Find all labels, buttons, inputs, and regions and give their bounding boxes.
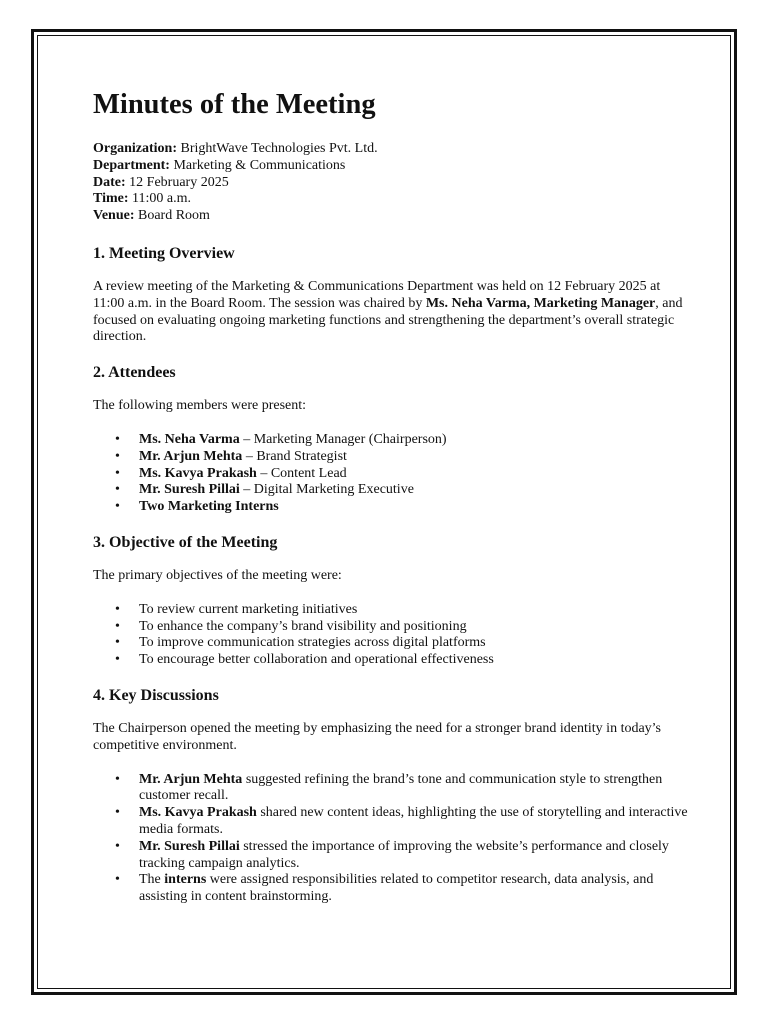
venue-line (93, 208, 688, 225)
attendee-name: Mr. Suresh Pillai (139, 482, 240, 498)
organization-line (93, 141, 688, 158)
overview-chair: Ms. Neha Varma, Marketing Manager (425, 295, 656, 311)
list-item (139, 466, 688, 483)
discussions-list (93, 772, 688, 906)
list-item: • To review current marketing initiatives (139, 602, 688, 619)
list-item (139, 499, 688, 516)
overview-heading: 1. Meeting Overview (93, 244, 235, 262)
discussion-text: shared new content ideas, highlighting the use of storytelling and interactive media formats. (139, 805, 688, 837)
attendee-role: – Brand Strategist (242, 448, 347, 464)
attendee-name: Ms. Neha Varma (139, 431, 240, 447)
attendee-name: Two Marketing Interns (139, 499, 279, 515)
discussion-speaker: interns (164, 872, 207, 888)
discussion-text: suggested refining the brand’s tone and communication style to strengthen customer recall. (139, 771, 663, 804)
meeting-meta (93, 141, 688, 225)
list-item (139, 432, 688, 449)
attendees-heading: 2. Attendees (93, 364, 176, 382)
list-item: • To enhance the company’s brand visibility and positioning (139, 619, 688, 636)
venue-label: Venue: (93, 208, 135, 224)
objective-section (93, 533, 688, 669)
date-label: Date: (93, 174, 126, 190)
objective-intro: The primary objectives of the meeting were: (93, 567, 342, 583)
discussions-intro: The Chairperson opened the meeting by emphasizing the need for a stronger brand identity in today’s competitive environment. (93, 720, 662, 753)
discussions-heading: 4. Key Discussions (93, 686, 219, 704)
date-line (93, 175, 688, 192)
discussion-text: stressed the importance of improving the website’s performance and closely tracking campaign analytics. (139, 838, 669, 871)
time-value: 11:00 a.m. (128, 191, 191, 207)
objective-heading: 3. Objective of the Meeting (93, 533, 278, 551)
time-line (93, 191, 688, 208)
document-title: Minutes of the Meeting (93, 89, 376, 120)
list-item (139, 482, 688, 499)
department-line (93, 158, 688, 175)
overview-text-start: A review meeting of the Marketing & Communications Department was held on 12 February 2025 at 11:00 a.m. in the Board Room. The session was chaired by (93, 278, 661, 311)
venue-value: Board Room (134, 208, 210, 224)
discussion-speaker: Ms. Kavya Prakash (139, 805, 257, 821)
attendees-intro: The following members were present: (93, 398, 307, 414)
list-item (139, 872, 688, 906)
attendee-name: Mr. Arjun Mehta (139, 448, 243, 464)
discussion-prefix: The (139, 872, 165, 888)
list-item (139, 839, 688, 873)
discussion-speaker: Mr. Suresh Pillai (139, 838, 240, 854)
discussion-speaker: Mr. Arjun Mehta (139, 771, 243, 787)
time-label: Time: (93, 191, 129, 207)
overview-section (93, 244, 688, 346)
attendee-name: Ms. Kavya Prakash (139, 465, 257, 481)
attendees-section (93, 363, 688, 516)
attendee-role: – Content Lead (256, 465, 347, 481)
organization-value: BrightWave Technologies Pvt. Ltd. (177, 141, 378, 156)
overview-text-end: , and focused on evaluating ongoing marketing functions and strengthening the department’s overall strategic direction. (93, 295, 683, 345)
list-item (139, 772, 688, 806)
attendee-role: – Marketing Manager (Chairperson) (239, 431, 447, 447)
discussion-text: were assigned responsibilities related to competitor research, data analysis, and assisting in content brainstorming. (139, 872, 654, 905)
document-body (93, 88, 688, 906)
objective-list (93, 602, 688, 669)
attendee-role: – Digital Marketing Executive (239, 482, 414, 498)
list-item: • To improve communication strategies across digital platforms (139, 635, 688, 652)
list-item (139, 449, 688, 466)
organization-label: Organization: (93, 141, 177, 156)
department-value: Marketing & Communications (169, 157, 346, 173)
date-value: 12 February 2025 (125, 174, 229, 190)
list-item (139, 805, 688, 839)
attendees-list (93, 432, 688, 516)
department-label: Department: (93, 157, 170, 173)
overview-paragraph (93, 279, 688, 346)
list-item: • To encourage better collaboration and operational effectiveness (139, 652, 688, 669)
discussions-section (93, 686, 688, 906)
